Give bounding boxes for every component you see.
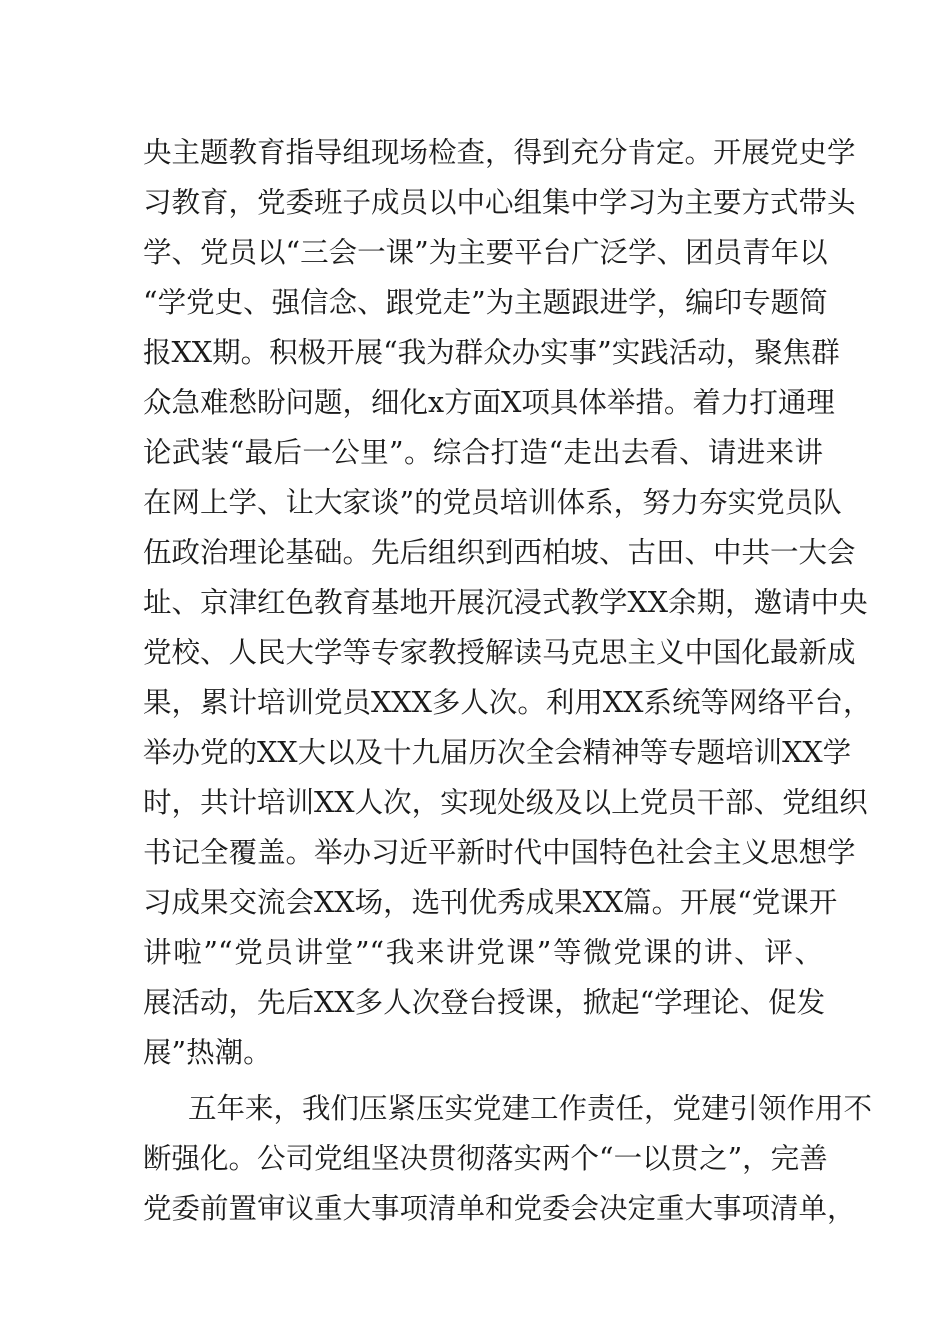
text-line: 举办党的XX大以及十九届历次全会精神等专题培训XX学	[143, 736, 852, 769]
text-line: 讲啦”“党员讲堂”“我来讲党课”等微党课的讲、评、	[143, 936, 823, 969]
text-line: 展活动，先后XX多人次登台授课，掀起“学理论、促发	[143, 986, 826, 1019]
text-line: 果，累计培训党员XXX多人次。利用XX系统等网络平台，	[143, 686, 872, 719]
text-line: 习成果交流会XX场，选刊优秀成果XX篇。开展“党课开	[143, 886, 838, 919]
text-line: 论武装“最后一公里”。综合打造“走出去看、请进来讲	[143, 436, 823, 469]
text-line: 央主题教育指导组现场检查，得到充分肯定。开展党史学	[143, 136, 856, 169]
paragraph-end-line: 展”热潮。	[143, 1036, 272, 1069]
text-line: 址、京津红色教育基地开展沉浸式教学XX余期，邀请中央	[143, 586, 868, 619]
paragraph-first-line: 五年来，我们压紧压实党建工作责任，党建引领作用不	[188, 1092, 873, 1125]
text-line: 党委前置审议重大事项清单和党委会决定重大事项清单，	[143, 1192, 856, 1225]
text-line: 在网上学、让大家谈”的党员培训体系，努力夯实党员队	[143, 486, 842, 519]
text-line: 学、党员以“三会一课”为主要平台广泛学、团员青年以	[143, 236, 828, 269]
text-line: 报XX期。积极开展“我为群众办实事”实践活动，聚焦群	[143, 336, 840, 369]
text-line: 时，共计培训XX人次，实现处级及以上党员干部、党组织	[143, 786, 868, 819]
text-line: 伍政治理论基础。先后组织到西柏坡、古田、中共一大会	[143, 536, 856, 569]
text-line: 党校、人民大学等专家教授解读马克思主义中国化最新成	[143, 636, 856, 669]
text-line: 习教育，党委班子成员以中心组集中学习为主要方式带头	[143, 186, 856, 219]
text-line: 众急难愁盼问题，细化x方面X项具体举措。着力打通理	[143, 386, 835, 419]
text-line: 断强化。公司党组坚决贯彻落实两个“一以贯之”，完善	[143, 1142, 828, 1175]
text-line: “学党史、强信念、跟党走”为主题跟进学，编印专题简	[143, 286, 828, 319]
text-line: 书记全覆盖。举办习近平新时代中国特色社会主义思想学	[143, 836, 856, 869]
